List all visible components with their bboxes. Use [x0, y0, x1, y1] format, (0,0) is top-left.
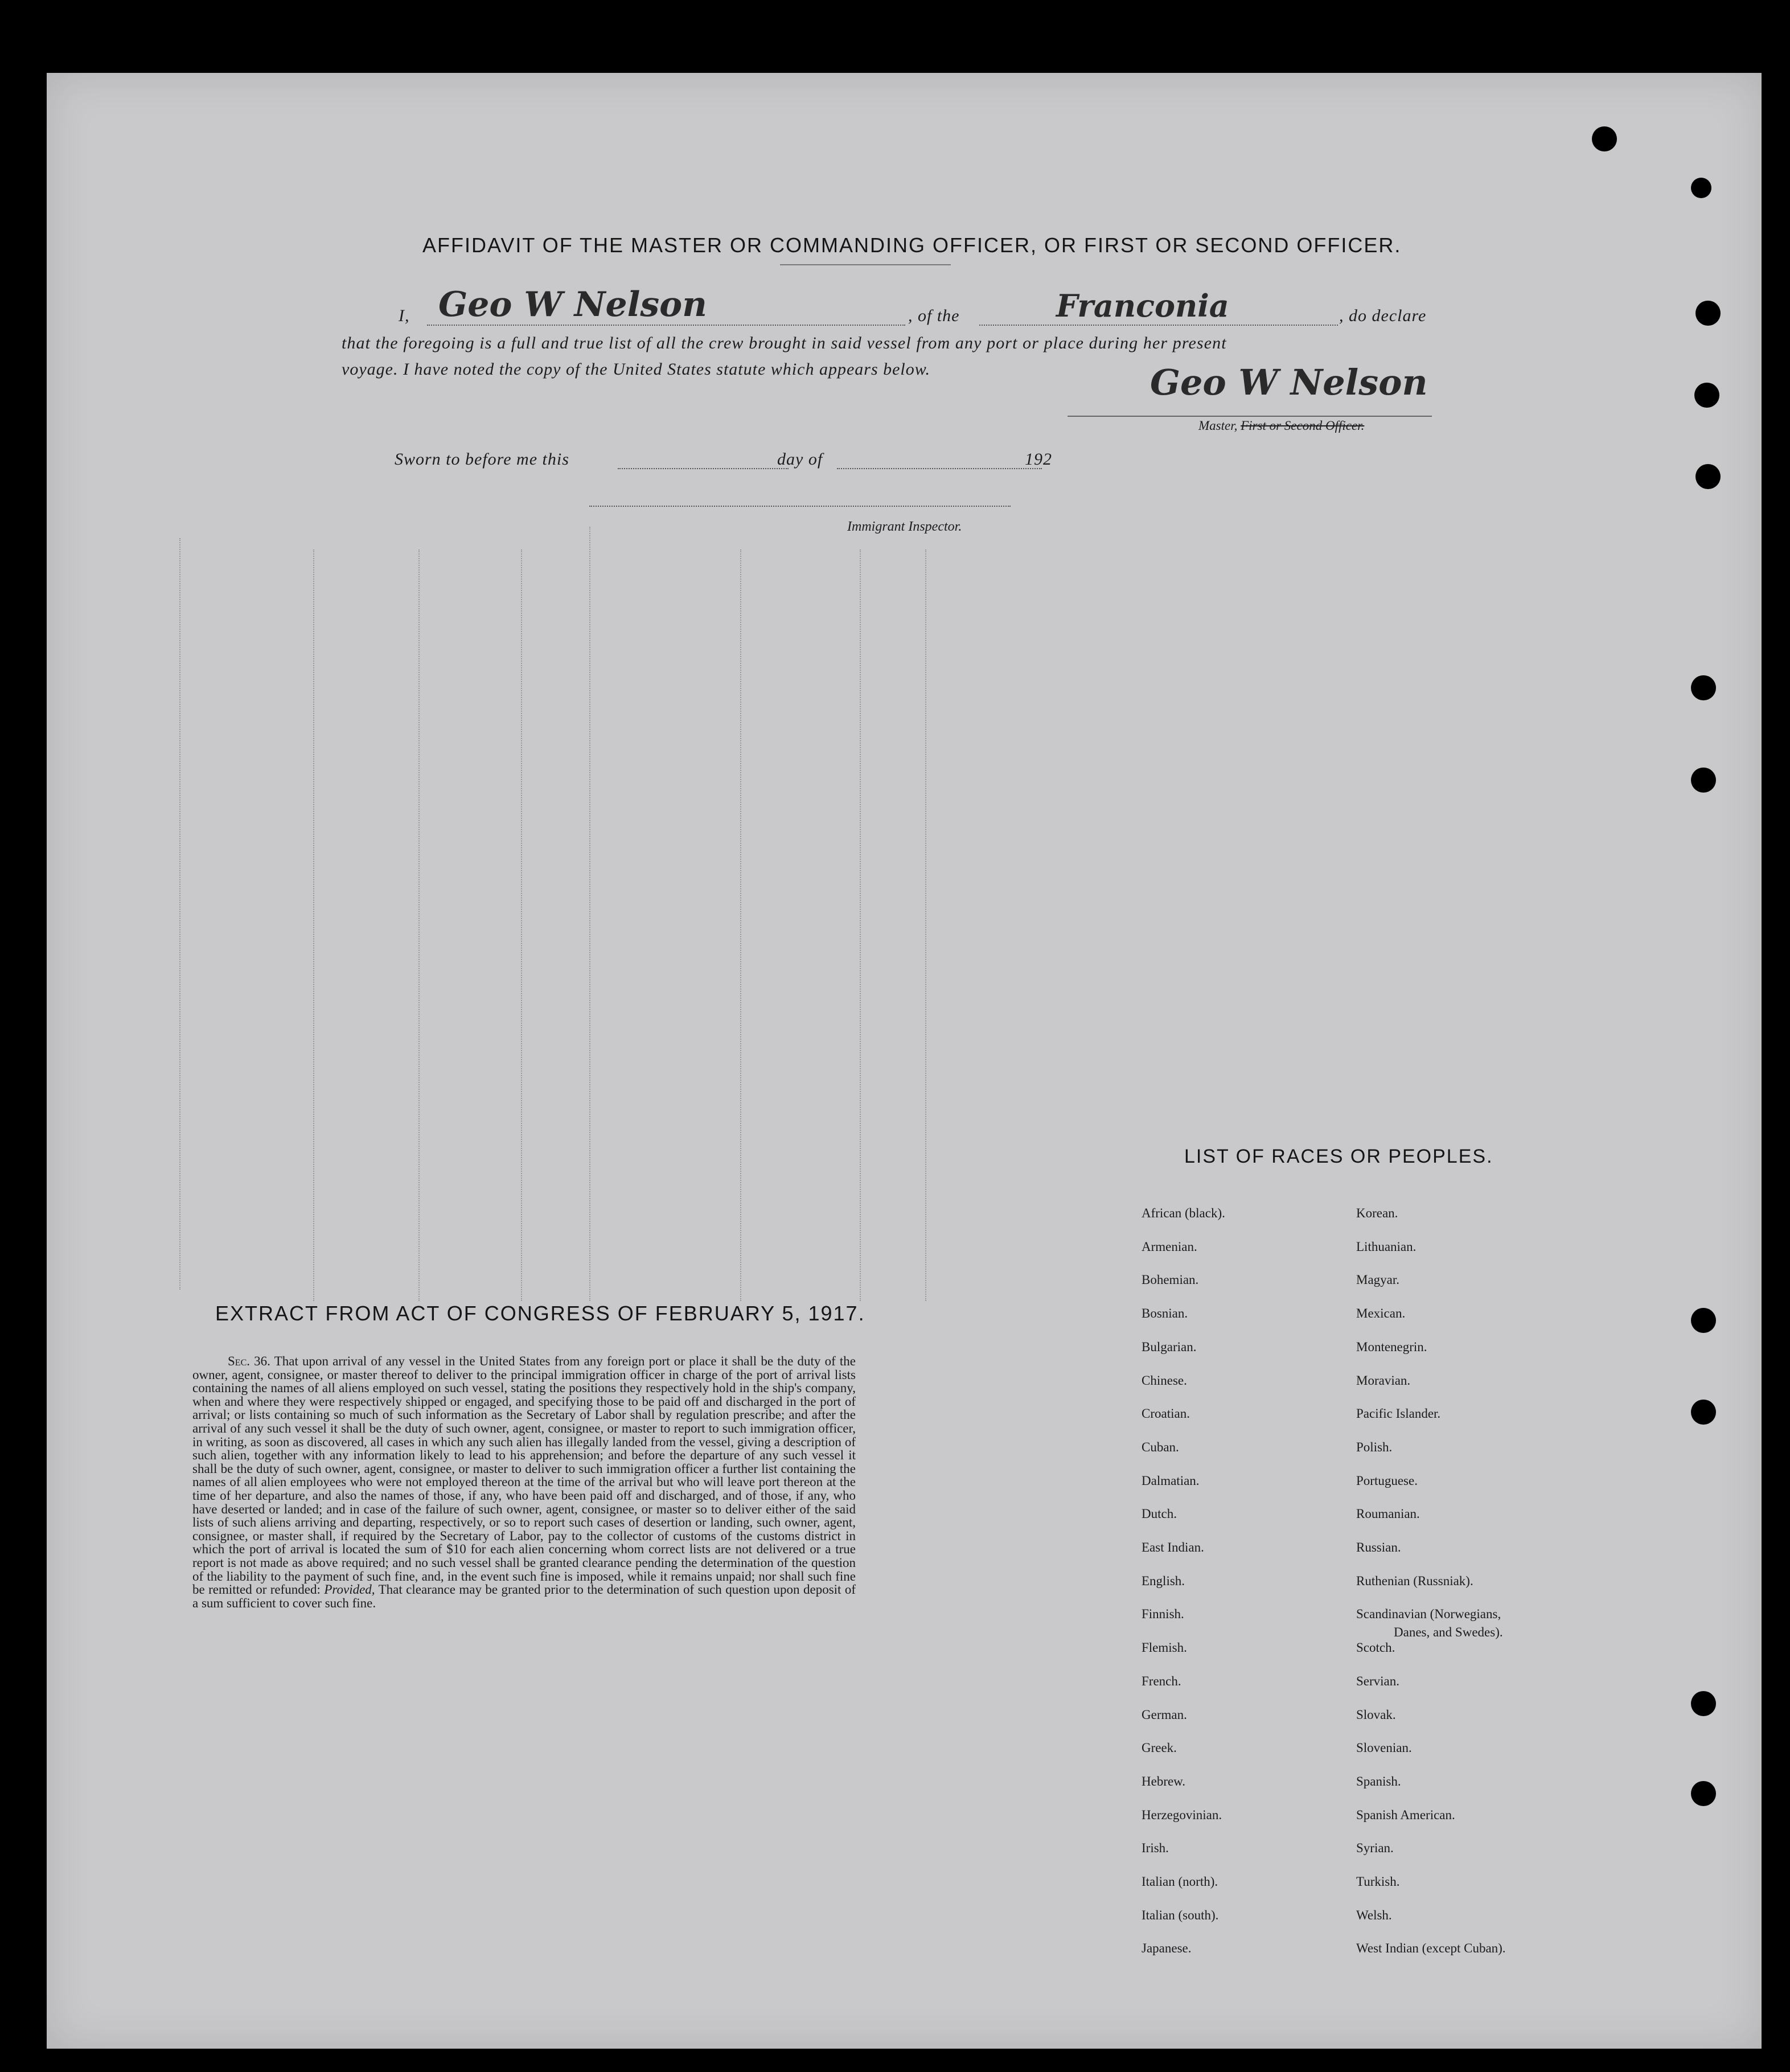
race-right-item: Syrian.	[1356, 1841, 1394, 1855]
heading-rule	[780, 264, 951, 265]
race-right-item: Scandinavian (Norwegians,	[1356, 1607, 1501, 1621]
race-right-item: Servian.	[1356, 1674, 1400, 1688]
sworn-day-line	[618, 468, 789, 469]
race-left-item: Bohemian.	[1142, 1273, 1199, 1287]
master-signature: Geo W Nelson	[1150, 362, 1428, 403]
year-prefix: 192	[1025, 450, 1052, 469]
race-left-item: Herzegovinian.	[1142, 1808, 1222, 1822]
punch-hole	[1695, 301, 1721, 326]
inspector-line	[589, 506, 1011, 507]
race-right-item: Turkish.	[1356, 1874, 1400, 1889]
race-left-item: Bosnian.	[1142, 1306, 1188, 1320]
race-right-item: Ruthenian (Russniak).	[1356, 1574, 1473, 1588]
race-left-item: Italian (south).	[1142, 1908, 1219, 1922]
race-right-item: Scotch.	[1356, 1640, 1395, 1655]
declarant-signature: Geo W Nelson	[438, 285, 707, 325]
of-the-label: , of the	[908, 306, 960, 325]
day-of-label: day of	[777, 450, 823, 469]
race-left-item: Flemish.	[1142, 1640, 1187, 1655]
race-left-item: Italian (north).	[1142, 1874, 1218, 1889]
bleed-through-rule	[313, 549, 314, 1301]
sworn-label: Sworn to before me this	[395, 450, 569, 469]
race-left-item: Dalmatian.	[1142, 1474, 1200, 1488]
race-right-item: Montenegrin.	[1356, 1340, 1427, 1354]
proviso-text: That clearance may be granted prior to the determination of such question upon deposit of a sum sufficient to cover such fine.	[192, 1582, 856, 1610]
role-label	[1198, 418, 1364, 433]
declarant-line	[427, 325, 905, 326]
race-right-item: Korean.	[1356, 1206, 1398, 1220]
punch-hole	[1691, 1781, 1716, 1806]
punch-hole	[1691, 675, 1716, 700]
section-body: That upon arrival of any vessel in the United States from any foreign port or place it shall be the duty of the owner, agent, consignee, or master thereof to deliver to the principal immigration officer in charge of the port of arrival lists containing the names of all aliens employed on such vessel, stating the positions they respectively hold in the ship's company, when and where they were respectively shipped or engaged, and specifying those to be paid off and discharged in the port of arrival; or lists containing so much of such information as the Secretary of Labor shall by regulation prescribe; and after the arrival of any such vessel it shall be the duty of such owner, agent, consignee, or master to report to such immigration officer, in writing, as soon as discovered, all cases in which any such alien has illegally landed from the vessel, giving a description of such alien, together with any information likely to lead to his apprehension; and before the departure of any such vessel it shall be the duty of such owner, agent, consignee, or master to deliver to such immigration officer a further list containing the names of all alien employees who were not employed thereon at the time of the arrival but who will leave port thereon at the time of her departure, and also the names of those, if any, who have been paid off and discharged, and of those, if any, who have deserted or landed; and in case of the failure of such owner, agent, consignee, or master so to deliver either of the said lists of such aliens arriving and departing, respectively, or so to report such cases of desertion or landing, such owner, agent, consignee, or master shall, if required by the Secretary of Labor, pay to the collector of customs of the customs district in which the port of arrival is located the sum of $10 for each alien concerning whom correct lists are not delivered or a true report is not made as above required; and no such vessel shall be granted clearance pending the determination of the question of the liability to the payment of such fine, and, in the event such fine is imposed, while it remains unpaid; nor shall such fine be remitted or refunded:	[192, 1354, 856, 1597]
race-left-item: Greek.	[1142, 1741, 1177, 1755]
bleed-through-rule	[521, 549, 522, 1301]
race-right-item: Polish.	[1356, 1440, 1393, 1454]
vessel-line	[979, 325, 1338, 326]
race-right-item: Moravian.	[1356, 1373, 1411, 1388]
bleed-through-rule	[418, 549, 420, 1301]
race-right-item: Slovak.	[1356, 1708, 1396, 1722]
race-right-item: Slovenian.	[1356, 1741, 1412, 1755]
race-left-item: Cuban.	[1142, 1440, 1179, 1454]
race-left-item: African (black).	[1142, 1206, 1225, 1220]
race-left-item: Hebrew.	[1142, 1774, 1186, 1788]
declaration-line-3: voyage. I have noted the copy of the United States statute which appears below.	[342, 360, 931, 379]
race-right-item: West Indian (except Cuban).	[1356, 1941, 1506, 1955]
race-left-item: Bulgarian.	[1142, 1340, 1197, 1354]
affidavit-heading: AFFIDAVIT OF THE MASTER OR COMMANDING OFFICER, OR FIRST OR SECOND OFFICER.	[422, 233, 1402, 257]
i-label: I,	[399, 306, 410, 325]
race-right-item: Mexican.	[1356, 1306, 1406, 1320]
punch-hole	[1691, 768, 1716, 793]
race-right-item: Roumanian.	[1356, 1507, 1420, 1521]
race-right-item: Spanish.	[1356, 1774, 1401, 1788]
race-left-item: French.	[1142, 1674, 1181, 1688]
bleed-through-rule	[860, 549, 861, 1301]
bleed-through-rule	[740, 549, 741, 1301]
punch-hole	[1695, 464, 1721, 489]
race-item-scandinavian-cont: Danes, and Swedes).	[1394, 1625, 1503, 1639]
race-right-item: Pacific Islander.	[1356, 1406, 1441, 1421]
race-left-item: Armenian.	[1142, 1240, 1197, 1254]
punch-hole	[1691, 1400, 1716, 1425]
bleed-through-rule	[179, 538, 180, 1290]
race-right-item: Spanish American.	[1356, 1808, 1455, 1822]
race-left-item: Finnish.	[1142, 1607, 1184, 1621]
master-label: Master,	[1198, 418, 1238, 433]
section-label: Sec. 36.	[228, 1354, 270, 1368]
race-right-item: Magyar.	[1356, 1273, 1400, 1287]
inspector-label: Immigrant Inspector.	[847, 519, 962, 534]
race-right-item: Welsh.	[1356, 1908, 1392, 1922]
race-left-item: Irish.	[1142, 1841, 1169, 1855]
sworn-month-line	[837, 468, 1042, 469]
bleed-through-rule	[925, 549, 926, 1301]
race-left-item: English.	[1142, 1574, 1185, 1588]
proviso-label: Provided,	[324, 1582, 375, 1597]
punch-hole	[1694, 383, 1719, 408]
extract-heading: EXTRACT FROM ACT OF CONGRESS OF FEBRUARY 5, 1917.	[215, 1302, 865, 1325]
race-right-item: Portuguese.	[1356, 1474, 1418, 1488]
vessel-name: Franconia	[1056, 288, 1229, 324]
race-right-item: Russian.	[1356, 1540, 1401, 1554]
signature-line	[1068, 416, 1432, 417]
statute-text	[192, 1355, 856, 1610]
declaration-line-2: that the foregoing is a full and true list of all the crew brought in said vessel from any port or place during her present	[342, 334, 1227, 352]
races-heading: LIST OF RACES OR PEOPLES.	[1184, 1146, 1493, 1167]
struck-role: First or Second Officer.	[1241, 418, 1365, 433]
race-left-item: German.	[1142, 1708, 1187, 1722]
punch-hole	[1691, 178, 1711, 198]
race-left-item: Dutch.	[1142, 1507, 1177, 1521]
bleed-through-rule	[589, 527, 590, 1301]
race-left-item: Chinese.	[1142, 1373, 1187, 1388]
punch-hole	[1691, 1308, 1716, 1333]
race-left-item: Japanese.	[1142, 1941, 1192, 1955]
do-declare-label: , do declare	[1339, 306, 1427, 325]
race-left-item: Croatian.	[1142, 1406, 1190, 1421]
race-left-item: East Indian.	[1142, 1540, 1204, 1554]
punch-hole	[1592, 126, 1617, 151]
race-right-item: Lithuanian.	[1356, 1240, 1417, 1254]
punch-hole	[1691, 1691, 1716, 1716]
